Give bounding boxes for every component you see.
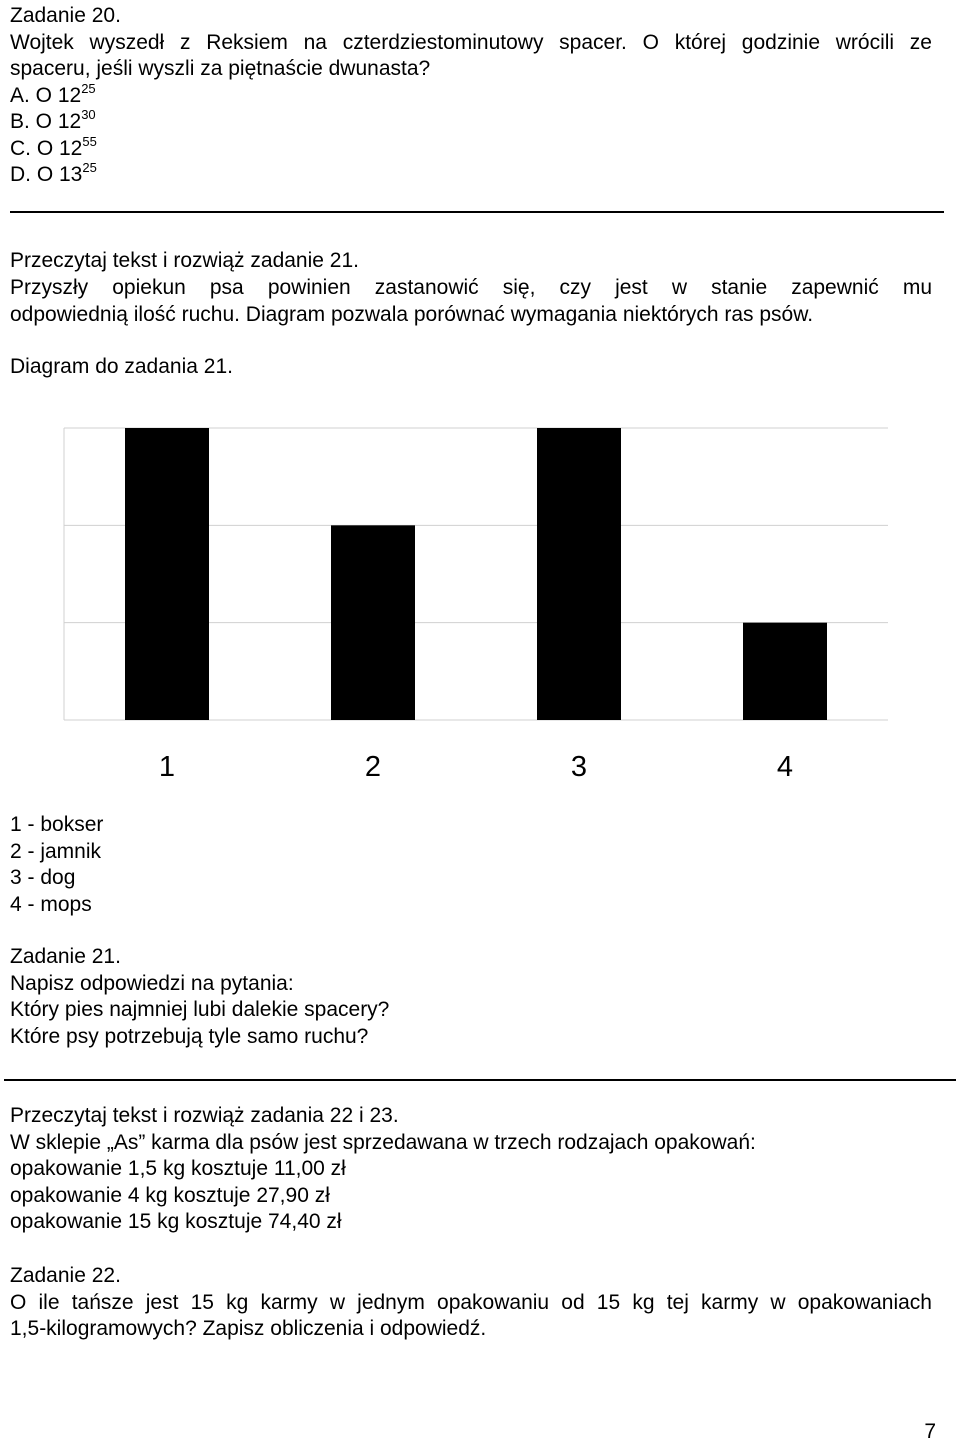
task-21-prompt: Napisz odpowiedzi na pytania:	[10, 971, 294, 995]
intro-21-line-1: Przyszły opiekun psa powinien zastanowić się, czy jest w stanie zapewnić mu	[10, 276, 932, 299]
option-b: B. O $12^{30}$	[10, 107, 96, 133]
package-item: opakowanie 1,5 kg kosztuje 11,00 zł	[10, 1157, 346, 1180]
intro-21	[10, 248, 932, 381]
task-22	[10, 1263, 932, 1343]
task-20-heading: Zadanie 20.	[10, 4, 121, 27]
legend-item: 1 - bokser	[10, 813, 104, 836]
bar-1	[125, 428, 209, 720]
x-tick-label: 1	[158, 751, 176, 783]
task-22-heading: Zadanie 22.	[10, 1264, 121, 1287]
bar-chart	[0, 410, 900, 790]
x-tick-label: 3	[570, 751, 588, 783]
task-21	[10, 944, 389, 1050]
intro-21-line-2: odpowiednią ilość ruchu. Diagram pozwala porównać wymagania niektórych ras psów.	[10, 302, 814, 326]
intro-22-line-1: W sklepie „As” karma dla psów jest sprzedawana w trzech rodzajach opakowań:	[10, 1130, 756, 1154]
legend	[10, 812, 103, 918]
task-21-question-1: Który pies najmniej lubi dalekie spacery?	[10, 998, 390, 1021]
x-tick-label: 4	[776, 751, 794, 783]
divider-2	[4, 1079, 956, 1081]
package-item: opakowanie 4 kg kosztuje 27,90 zł	[10, 1183, 330, 1207]
option-c: C. O $12^{55}$	[10, 133, 97, 160]
option-a: A. O $12^{25}$	[10, 80, 96, 107]
task-20-question-line-1: Wojtek wyszedł z Reksiem na czterdziestominutowy spacer. O której godzinie wrócili ze	[10, 30, 932, 54]
task-22-line-2: 1,5-kilogramowych? Zapisz obliczenia i odpowiedź.	[10, 1317, 487, 1340]
legend-item: 4 - mops	[10, 892, 92, 916]
package-item: opakowanie 15 kg kosztuje 74,40 zł	[10, 1210, 342, 1233]
page-number: 7	[924, 1420, 936, 1443]
intro-22-heading: Przeczytaj tekst i rozwiąż zadania 22 i 23.	[10, 1104, 399, 1127]
diagram-title: Diagram do zadania 21.	[10, 355, 233, 378]
legend-item: 2 - jamnik	[10, 839, 102, 863]
bar-2	[331, 525, 415, 720]
task-21-heading: Zadanie 21.	[10, 945, 121, 968]
task-21-question-2: Które psy potrzebują tyle samo ruchu?	[10, 1024, 369, 1048]
divider-1	[10, 211, 944, 213]
intro-22	[10, 1103, 756, 1236]
bar-3	[537, 428, 621, 720]
task-22-line-1: O ile tańsze jest 15 kg karmy w jednym opakowaniu od 15 kg tej karmy w opakowaniach	[10, 1290, 932, 1314]
bar-4	[743, 623, 827, 720]
task-20	[10, 3, 932, 189]
intro-21-heading: Przeczytaj tekst i rozwiąż zadanie 21.	[10, 249, 359, 272]
x-tick-label: 2	[364, 751, 382, 783]
legend-item: 3 - dog	[10, 866, 76, 889]
task-20-question-line-2: spaceru, jeśli wyszli za piętnaście dwunasta?	[10, 57, 431, 80]
option-d: D. O $13^{25}$	[10, 160, 97, 186]
